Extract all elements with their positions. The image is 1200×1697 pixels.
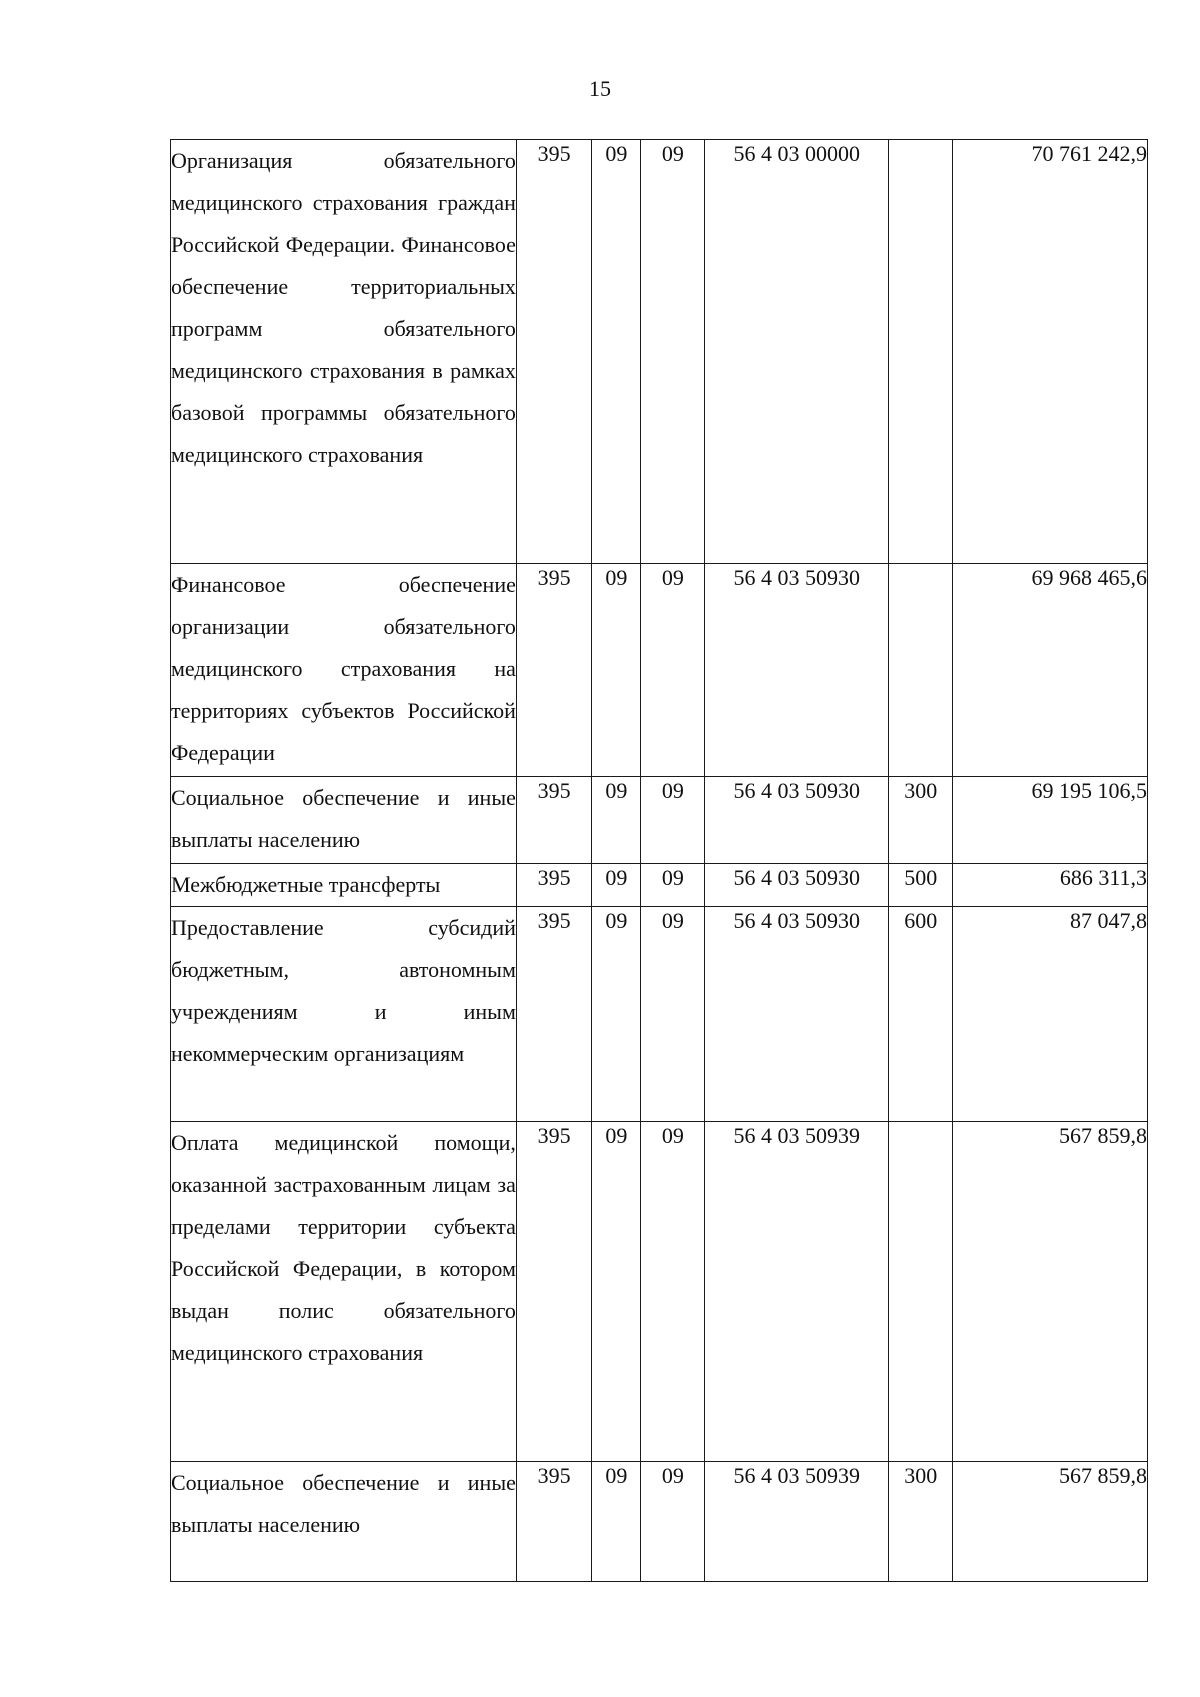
subsection-code: 09 [641, 777, 705, 864]
subsection-code: 09 [641, 140, 705, 564]
subsection-code: 09 [641, 1462, 705, 1582]
ministry-code: 395 [516, 864, 592, 907]
row-description-cell [171, 564, 517, 777]
amount: 69 195 106,5 [953, 777, 1148, 864]
expense-type-code [889, 564, 953, 777]
expense-type-code [889, 1122, 953, 1462]
ministry-code: 395 [516, 907, 592, 1122]
ministry-code: 395 [516, 140, 592, 564]
table-row [171, 564, 1148, 777]
section-code: 09 [592, 564, 641, 777]
section-code: 09 [592, 907, 641, 1122]
ministry-code: 395 [516, 1122, 592, 1462]
expense-type-code: 300 [889, 777, 953, 864]
table-row [171, 864, 1148, 907]
amount: 87 047,8 [953, 907, 1148, 1122]
target-article-code: 56 4 03 50939 [705, 1122, 889, 1462]
ministry-code: 395 [516, 1462, 592, 1582]
row-description-cell [171, 1122, 517, 1462]
row-description: Оплата медицинской помощи, оказанной застрахованным лицам за пределами территории субъекта Российской Федерации, в котором выдан полис обязательного медицинского страхования [171, 1130, 516, 1365]
table-row [171, 907, 1148, 1122]
table-row [171, 1462, 1148, 1582]
row-description-cell [171, 864, 517, 907]
table-row [171, 777, 1148, 864]
amount: 567 859,8 [953, 1122, 1148, 1462]
target-article-code: 56 4 03 50930 [705, 907, 889, 1122]
row-description: Предоставление субсидий бюджетным, автономным учреждениям и иным некоммерческим организациям [171, 915, 516, 1066]
expense-type-code: 500 [889, 864, 953, 907]
amount: 567 859,8 [953, 1462, 1148, 1582]
target-article-code: 56 4 03 50939 [705, 1462, 889, 1582]
page-number: 15 [589, 76, 611, 101]
row-description-cell [171, 907, 517, 1122]
subsection-code: 09 [641, 564, 705, 777]
ministry-code: 395 [516, 777, 592, 864]
target-article-code: 56 4 03 00000 [705, 140, 889, 564]
ministry-code: 395 [516, 564, 592, 777]
table-row [171, 140, 1148, 564]
section-code: 09 [592, 1462, 641, 1582]
target-article-code: 56 4 03 50930 [705, 777, 889, 864]
expense-type-code: 600 [889, 907, 953, 1122]
section-code: 09 [592, 864, 641, 907]
row-description-cell [171, 1462, 517, 1582]
section-code: 09 [592, 140, 641, 564]
target-article-code: 56 4 03 50930 [705, 864, 889, 907]
row-description: Социальное обеспечение и иные выплаты населению [171, 785, 516, 852]
row-description-cell [171, 777, 517, 864]
amount: 686 311,3 [953, 864, 1148, 907]
target-article-code: 56 4 03 50930 [705, 564, 889, 777]
row-description: Социальное обеспечение и иные выплаты населению [171, 1470, 516, 1537]
section-code: 09 [592, 777, 641, 864]
budget-table [170, 139, 1148, 1582]
subsection-code: 09 [641, 907, 705, 1122]
section-code: 09 [592, 1122, 641, 1462]
row-description: Межбюджетные трансферты [171, 872, 441, 897]
row-description: Организация обязательного медицинского страхования граждан Российской Федерации. Финансовое обеспечение территориальных программ обязательного медицинского страхования в рамках базовой программы обязательного медицинского страхования [171, 148, 516, 467]
row-description-cell [171, 140, 517, 564]
expense-type-code [889, 140, 953, 564]
subsection-code: 09 [641, 1122, 705, 1462]
amount: 69 968 465,6 [953, 564, 1148, 777]
amount: 70 761 242,9 [953, 140, 1148, 564]
table-row [171, 1122, 1148, 1462]
row-description: Финансовое обеспечение организации обязательного медицинского страхования на территориях субъектов Российской Федерации [171, 572, 516, 765]
expense-type-code: 300 [889, 1462, 953, 1582]
subsection-code: 09 [641, 864, 705, 907]
